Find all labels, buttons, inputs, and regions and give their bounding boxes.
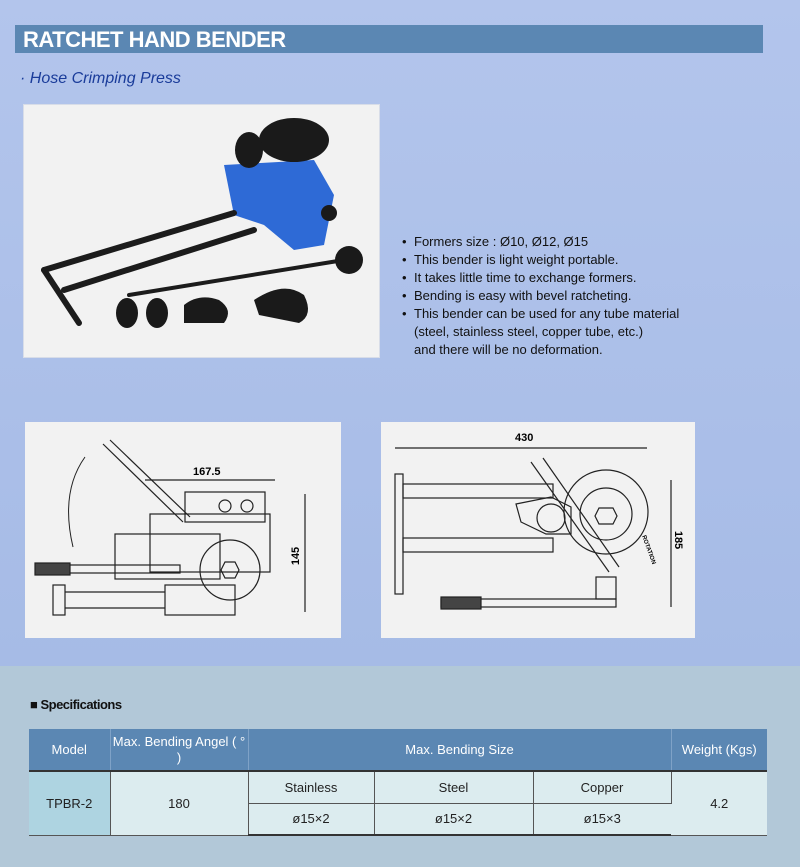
feature-item: • This bender can be used for any tube material — [400, 305, 679, 323]
cell-angle: 180 — [110, 771, 248, 835]
cell-material: Stainless — [248, 771, 374, 803]
side-height-dimension: 145 — [290, 546, 303, 566]
cell-size: ø15×2 — [248, 803, 374, 835]
specifications-heading: ■ Specifications — [30, 697, 122, 712]
table-row — [29, 771, 767, 803]
cell-size: ø15×3 — [533, 803, 671, 835]
side-width-dimension: 167.5 — [193, 466, 221, 478]
top-height-dimension: 185 — [672, 530, 685, 550]
feature-item: • This bender is light weight portable. — [400, 251, 679, 269]
formers — [116, 289, 308, 328]
header-weight: Weight (Kgs) — [671, 729, 767, 771]
product-photo — [23, 104, 380, 358]
top-view-drawing — [381, 422, 695, 638]
side-view-drawing — [25, 422, 341, 638]
feature-item-continued: (steel, stainless steel, copper tube, etc.) — [414, 324, 644, 339]
feature-list — [400, 233, 679, 359]
subtitle: · Hose Crimping Press — [20, 70, 181, 87]
feature-item: • It takes little time to exchange formers. — [400, 269, 679, 287]
cell-size: ø15×2 — [374, 803, 533, 835]
rotation-label: ROTATION — [640, 534, 657, 566]
title-bar — [15, 25, 763, 53]
feature-item-continued: and there will be no deformation. — [414, 342, 603, 357]
cell-material: Steel — [374, 771, 533, 803]
page-title: RATCHET HAND BENDER — [23, 27, 286, 52]
feature-item: • Formers size : Ø10, Ø12, Ø15 — [400, 233, 679, 251]
spec-table — [29, 729, 767, 836]
cell-weight: 4.2 — [671, 771, 767, 835]
header-size: Max. Bending Size — [248, 729, 671, 771]
header-model: Model — [29, 729, 110, 771]
cell-material: Copper — [533, 771, 671, 803]
specifications-title: Specifications — [40, 697, 122, 712]
feature-item: • Bending is easy with bevel ratcheting. — [400, 287, 679, 305]
cell-model: TPBR-2 — [29, 771, 110, 835]
top-width-dimension: 430 — [515, 432, 534, 444]
bender-body — [224, 118, 337, 250]
header-angle: Max. Bending Angel ( ° ) — [110, 729, 248, 771]
